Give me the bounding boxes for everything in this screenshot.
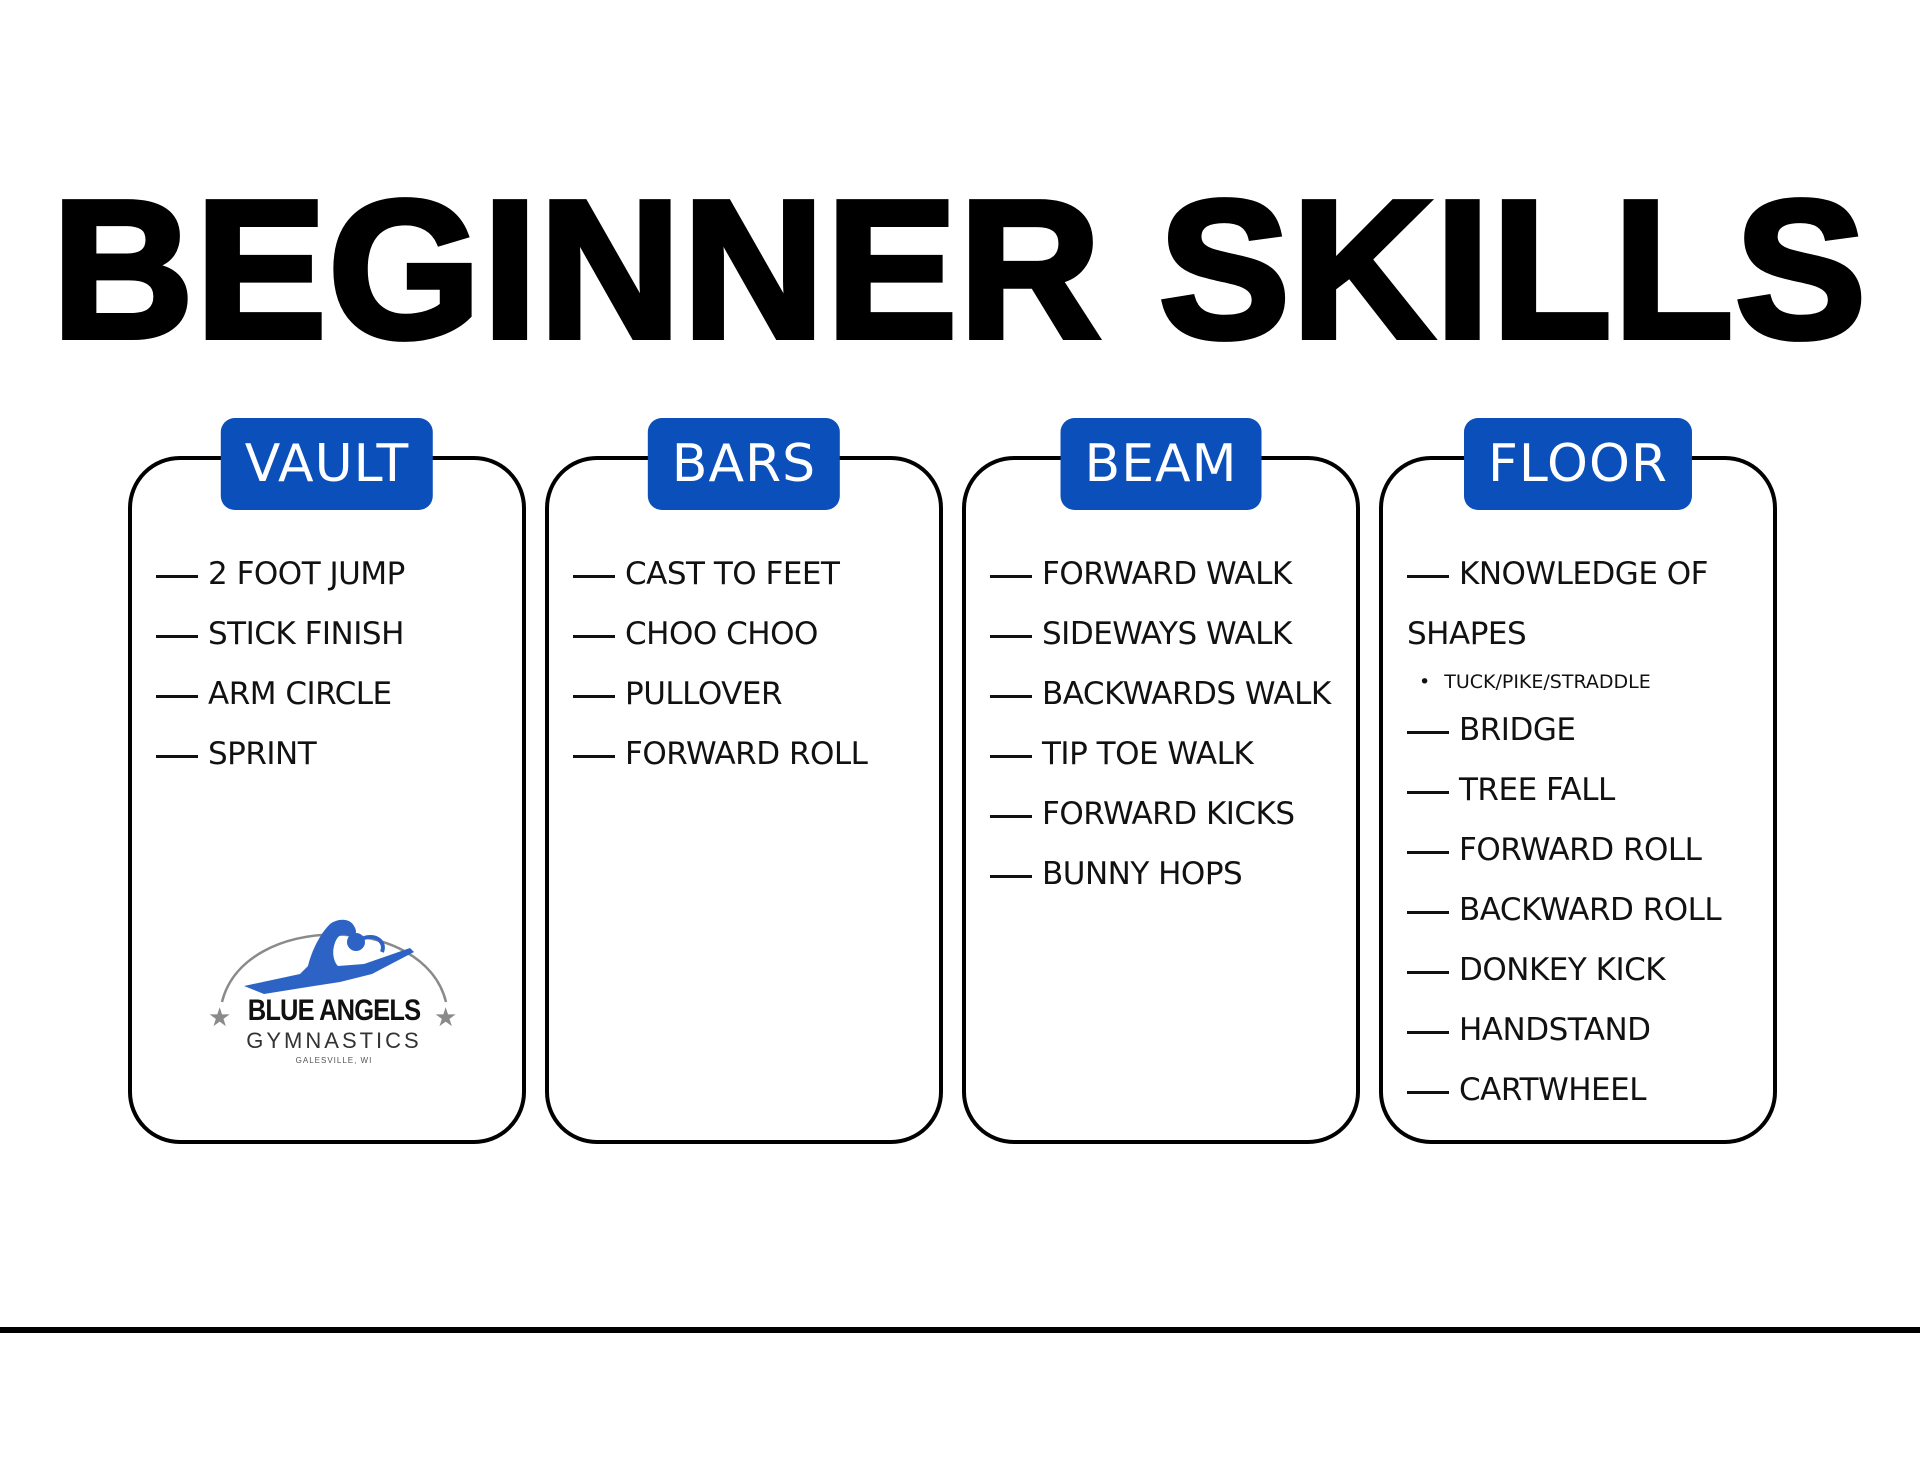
beam-card — [962, 434, 1360, 1144]
svg-text:★: ★ — [434, 1003, 458, 1033]
checkbox-blank[interactable] — [990, 635, 1032, 638]
vault-skill-list — [156, 544, 512, 784]
logo-location: GALESVILLE, WI — [295, 1056, 373, 1065]
skill-item: SPRINT — [156, 724, 512, 784]
skill-item: KNOWLEDGE OF — [1407, 544, 1763, 604]
checkbox-blank[interactable] — [1407, 791, 1449, 794]
skill-item: FORWARD ROLL — [1407, 820, 1763, 880]
checkbox-blank[interactable] — [156, 575, 198, 578]
skill-item: TREE FALL — [1407, 760, 1763, 820]
skill-item: BACKWARD ROLL — [1407, 880, 1763, 940]
skill-item: CHOO CHOO — [573, 604, 929, 664]
logo-subtitle: GYMNASTICS — [246, 1028, 422, 1053]
checkbox-blank[interactable] — [1407, 851, 1449, 854]
checkbox-blank[interactable] — [156, 695, 198, 698]
checkbox-blank[interactable] — [1407, 1091, 1449, 1094]
checkbox-blank[interactable] — [990, 695, 1032, 698]
logo-name: BLUE ANGELS — [247, 994, 421, 1027]
checkbox-blank[interactable] — [1407, 911, 1449, 914]
checkbox-blank[interactable] — [1407, 731, 1449, 734]
bottom-divider — [0, 1327, 1920, 1333]
checkbox-blank[interactable] — [990, 755, 1032, 758]
svg-text:★: ★ — [208, 1003, 232, 1033]
skill-item: FORWARD KICKS — [990, 784, 1346, 844]
beam-heading: BEAM — [1061, 418, 1262, 510]
checkbox-blank[interactable] — [990, 875, 1032, 878]
skill-item: FORWARD ROLL — [573, 724, 929, 784]
checkbox-blank[interactable] — [573, 635, 615, 638]
checkbox-blank[interactable] — [573, 575, 615, 578]
blue-angels-logo — [204, 902, 464, 1072]
floor-skill-list — [1407, 544, 1763, 1120]
checkbox-blank[interactable] — [990, 815, 1032, 818]
sub-bullet: • TUCK/PIKE/STRADDLE — [1407, 664, 1763, 700]
skill-item: STICK FINISH — [156, 604, 512, 664]
checkbox-blank[interactable] — [573, 755, 615, 758]
checkbox-blank[interactable] — [1407, 575, 1449, 578]
checkbox-blank[interactable] — [156, 755, 198, 758]
skill-item: SIDEWAYS WALK — [990, 604, 1346, 664]
bars-card — [545, 434, 943, 1144]
skill-item: TIP TOE WALK — [990, 724, 1346, 784]
floor-heading: FLOOR — [1464, 418, 1692, 510]
checkbox-blank[interactable] — [1407, 1031, 1449, 1034]
bars-heading: BARS — [648, 418, 840, 510]
skill-item: FORWARD WALK — [990, 544, 1346, 604]
skill-item: BUNNY HOPS — [990, 844, 1346, 904]
bars-skill-list — [573, 544, 929, 784]
checkbox-blank[interactable] — [156, 635, 198, 638]
skill-item: PULLOVER — [573, 664, 929, 724]
skill-item: 2 FOOT JUMP — [156, 544, 512, 604]
page-title: BEGINNER SKILLS — [52, 160, 1868, 379]
skill-item: DONKEY KICK — [1407, 940, 1763, 1000]
skill-item: ARM CIRCLE — [156, 664, 512, 724]
skill-item: HANDSTAND — [1407, 1000, 1763, 1060]
skill-item-continuation: SHAPES — [1407, 616, 1527, 652]
floor-card — [1379, 434, 1777, 1144]
skill-item: CARTWHEEL — [1407, 1060, 1763, 1120]
checkbox-blank[interactable] — [990, 575, 1032, 578]
checkbox-blank[interactable] — [573, 695, 615, 698]
vault-heading: VAULT — [221, 418, 433, 510]
skill-item: BACKWARDS WALK — [990, 664, 1346, 724]
checkbox-blank[interactable] — [1407, 971, 1449, 974]
skill-item: BRIDGE — [1407, 700, 1763, 760]
skill-item: CAST TO FEET — [573, 544, 929, 604]
beam-skill-list — [990, 544, 1346, 904]
